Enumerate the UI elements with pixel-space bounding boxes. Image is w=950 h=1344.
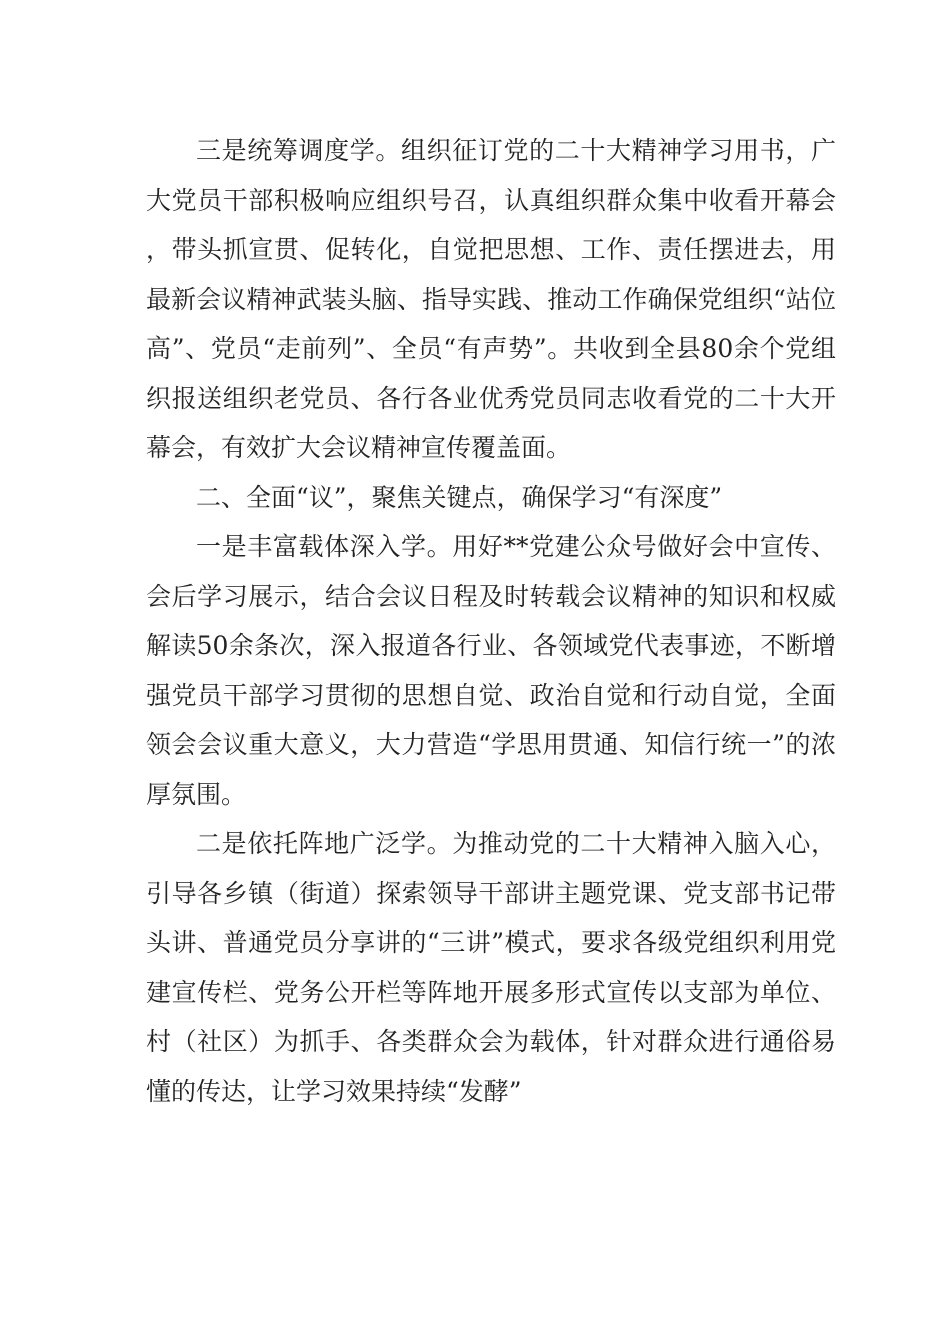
- paragraph-rely-on-positions: 二是依托阵地广泛学。为推动党的二十大精神入脑入心，引导各乡镇（街道）探索领导干部讲主题党课、党支部书记带头讲、普通党员分享讲的“三讲”模式，要求各级党组织利用党建宣传栏、党务公开栏等阵地开展多形式宣传以支部为单位、村（社区）为抓手、各类群众会为载体，针对群众进行通俗易懂的传达，让学习效果持续“发酵”: [146, 829, 836, 1106]
- document-body: [146, 126, 836, 1116]
- section-heading-2: 二、全面“议”，聚焦关键点，确保学习“有深度”: [196, 482, 723, 512]
- paragraph-coordinated-study: 三是统筹调度学。组织征订党的二十大精神学习用书，广大党员干部积极响应组织号召，认真组织群众集中收看开幕会，带头抓宣贯、促转化，自觉把思想、工作、责任摆进去，用最新会议精神武装头脑、指导实践、推动工作确保党组织“站位高”、党员“走前列”、全员“有声势”。共收到全县80余个党组织报送组织老党员、各行各业优秀党员同志收看党的二十大开幕会，有效扩大会议精神宣传覆盖面。: [146, 136, 836, 462]
- paragraph-rich-carriers: 一是丰富载体深入学。用好**党建公众号做好会中宣传、会后学习展示，结合会议日程及时转载会议精神的知识和权威解读50余条次，深入报道各行业、各领域党代表事迹，不断增强党员干部学习贯彻的思想自觉、政治自觉和行动自觉，全面领会会议重大意义，大力营造“学思用贯通、知信行统一”的浓厚氛围。: [146, 532, 836, 809]
